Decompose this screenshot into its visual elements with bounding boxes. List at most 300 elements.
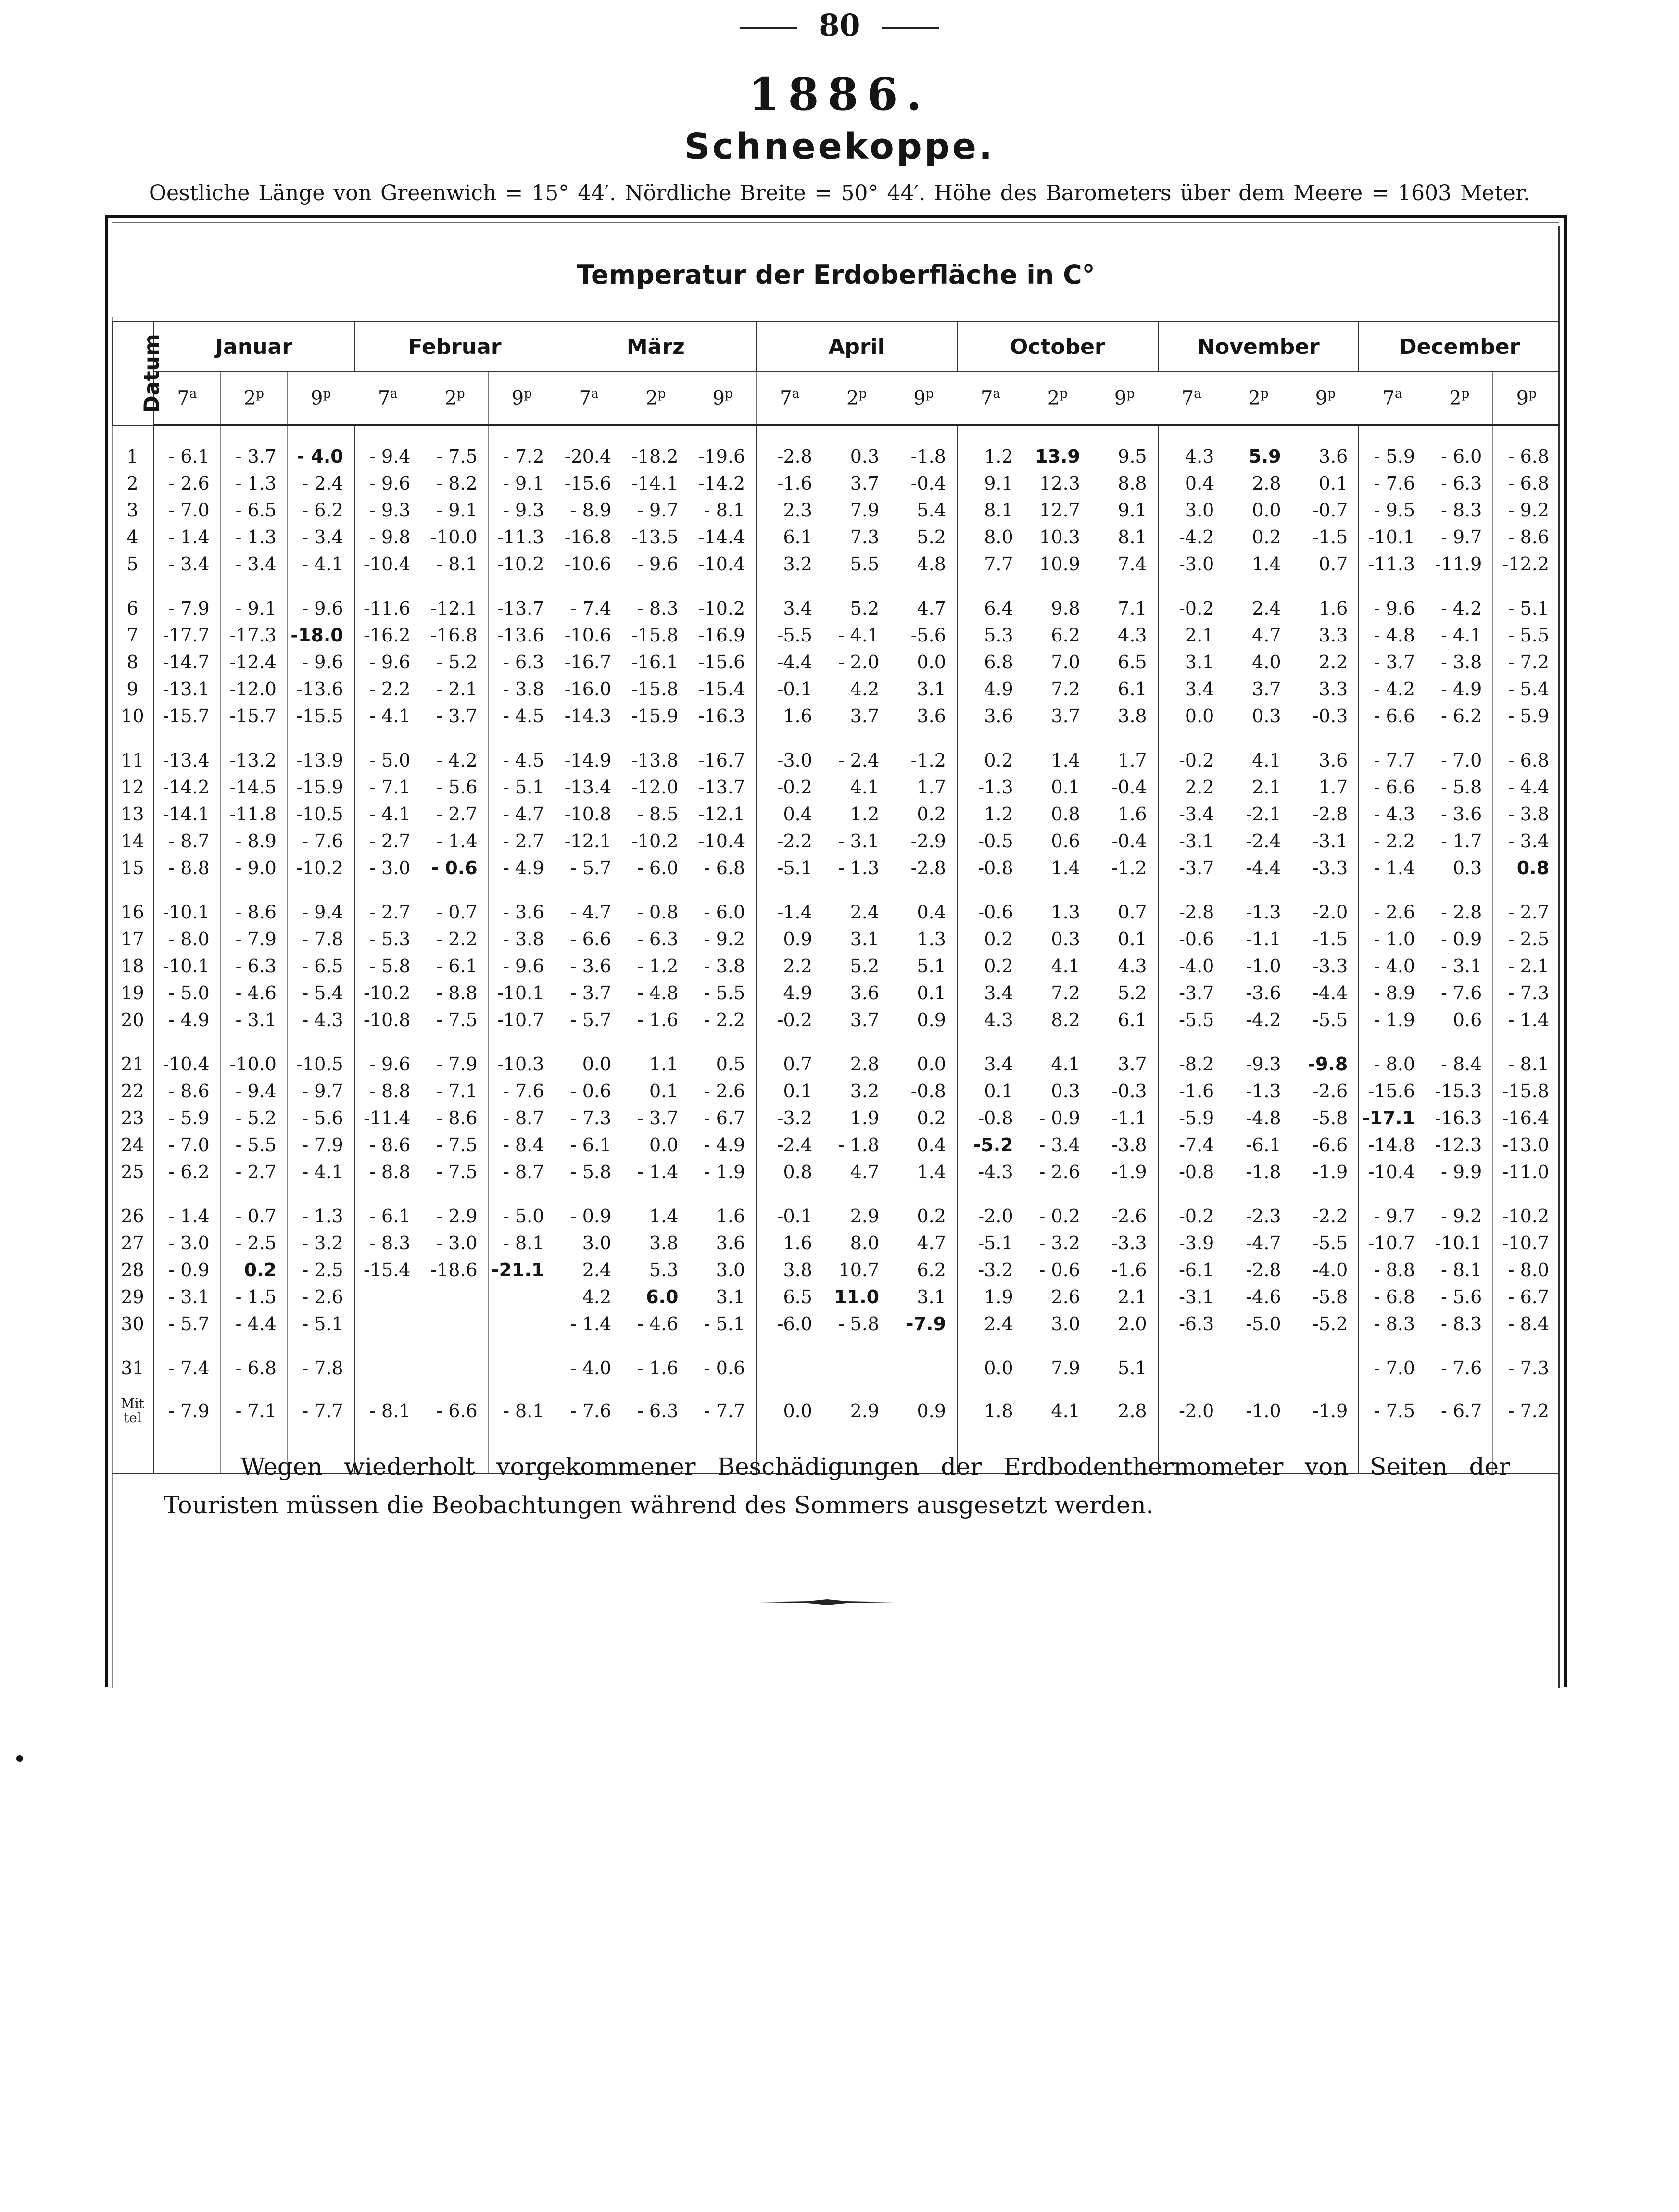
temperature-cell: -10.2	[488, 551, 555, 578]
temperature-cell: - 2.1	[1493, 953, 1560, 980]
term-suffix: p	[323, 387, 331, 402]
temperature-cell: -11.8	[220, 801, 287, 828]
temperature-cell: - 5.0	[488, 1185, 555, 1230]
table-row	[112, 1006, 1560, 1033]
term-suffix: p	[1060, 387, 1068, 402]
temperature-cell: - 6.5	[220, 497, 287, 524]
term-hour: 2	[846, 387, 859, 410]
temperature-cell: - 3.4	[153, 551, 220, 578]
mittel-cell: - 6.7	[1426, 1382, 1493, 1440]
mittel-cell: - 7.7	[287, 1382, 354, 1440]
month-header-december: December	[1359, 322, 1560, 372]
temperature-cell: - 5.8	[823, 1310, 890, 1337]
temperature-cell: -4.0	[1158, 953, 1225, 980]
temperature-cell: -16.1	[622, 649, 689, 676]
temperature-cell: - 7.5	[421, 1131, 488, 1158]
term-header-februar-0	[354, 372, 421, 425]
temperature-cell: -0.2	[756, 774, 823, 801]
temperature-cell: 3.2	[756, 551, 823, 578]
temperature-cell: 0.2	[220, 1257, 287, 1283]
temperature-cell: -13.8	[622, 729, 689, 774]
temperature-cell: - 2.2	[354, 676, 421, 703]
temperature-cell: 4.3	[957, 1006, 1024, 1033]
term-hour: 7	[1181, 387, 1194, 410]
temperature-cell: - 9.3	[488, 497, 555, 524]
temperature-cell: - 7.6	[1426, 1337, 1493, 1382]
temperature-cell: 0.5	[689, 1033, 756, 1078]
temperature-cell: - 1.4	[421, 828, 488, 855]
temperature-cell: 2.4	[823, 881, 890, 926]
temperature-cell: - 0.6	[421, 855, 488, 881]
temperature-cell: - 5.0	[153, 980, 220, 1006]
temperature-cell: -6.3	[1158, 1310, 1225, 1337]
temperature-cell: - 1.4	[1359, 855, 1426, 881]
temperature-cell: - 9.7	[287, 1078, 354, 1105]
temperature-cell: - 4.5	[488, 729, 555, 774]
temperature-cell: -1.3	[1225, 1078, 1292, 1105]
temperature-cell: -12.1	[421, 578, 488, 622]
temperature-cell: - 7.4	[153, 1337, 220, 1382]
temperature-cell: 0.4	[1158, 470, 1225, 497]
temperature-cell: - 1.3	[220, 524, 287, 551]
temperature-cell: - 6.6	[1359, 774, 1426, 801]
day-number: 18	[112, 953, 153, 980]
table-row	[112, 881, 1560, 926]
temperature-cell: -5.0	[1225, 1310, 1292, 1337]
mittel-cell: - 6.3	[622, 1382, 689, 1440]
temperature-cell: 8.8	[1091, 470, 1158, 497]
temperature-cell: 3.3	[1292, 622, 1359, 649]
temperature-cell: -5.5	[1158, 1006, 1225, 1033]
temperature-cell: -3.2	[957, 1257, 1024, 1283]
temperature-cell	[421, 1337, 488, 1382]
temperature-cell: 4.2	[823, 676, 890, 703]
temperature-cell: 3.6	[1292, 425, 1359, 470]
temperature-cell: 5.2	[890, 524, 957, 551]
temperature-cell: 0.9	[890, 1006, 957, 1033]
temperature-cell: 7.2	[1024, 980, 1091, 1006]
temperature-cell: - 4.6	[622, 1310, 689, 1337]
temperature-cell: 6.0	[622, 1283, 689, 1310]
temperature-cell: -15.6	[555, 470, 622, 497]
temperature-cell: -16.3	[689, 703, 756, 729]
temperature-cell: - 9.2	[1426, 1185, 1493, 1230]
temperature-cell: - 9.9	[1426, 1158, 1493, 1185]
temperature-cell: -5.2	[1292, 1310, 1359, 1337]
temperature-cell: - 9.4	[220, 1078, 287, 1105]
term-hour: 2	[243, 387, 256, 410]
temperature-cell: -11.3	[488, 524, 555, 551]
temperature-cell: - 7.8	[287, 926, 354, 953]
temperature-cell: 7.9	[1024, 1337, 1091, 1382]
month-header-april: April	[756, 322, 957, 372]
temperature-cell: 5.2	[1091, 980, 1158, 1006]
temperature-cell: - 6.8	[1493, 470, 1560, 497]
temperature-cell: - 5.5	[689, 980, 756, 1006]
temperature-cell: -10.4	[1359, 1158, 1426, 1185]
temperature-cell: 7.1	[1091, 578, 1158, 622]
temperature-cell: 12.7	[1024, 497, 1091, 524]
term-header-januar-1	[220, 372, 287, 425]
temperature-cell: -10.8	[354, 1006, 421, 1033]
table-row	[112, 953, 1560, 980]
temperature-cell: -0.2	[1158, 729, 1225, 774]
temperature-cell: - 9.8	[354, 524, 421, 551]
temperature-cell: - 6.8	[1493, 729, 1560, 774]
temperature-cell: 2.9	[823, 1185, 890, 1230]
temperature-cell: 3.6	[823, 980, 890, 1006]
temperature-cell: -8.2	[1158, 1033, 1225, 1078]
temperature-cell: -2.3	[1225, 1185, 1292, 1230]
temperature-cell: - 8.8	[1359, 1257, 1426, 1283]
temperature-cell: -0.7	[1292, 497, 1359, 524]
temperature-cell: -3.6	[1225, 980, 1292, 1006]
temperature-cell: -5.1	[957, 1230, 1024, 1257]
temperature-cell: - 4.9	[689, 1131, 756, 1158]
temperature-cell: 1.4	[622, 1185, 689, 1230]
temperature-cell: 9.5	[1091, 425, 1158, 470]
temperature-cell: - 6.2	[1426, 703, 1493, 729]
temperature-cell: - 9.0	[220, 855, 287, 881]
temperature-cell: - 4.1	[287, 1158, 354, 1185]
term-suffix: a	[1394, 387, 1402, 402]
temperature-cell: 3.0	[1158, 497, 1225, 524]
temperature-cell: -14.1	[622, 470, 689, 497]
temperature-cell: -3.2	[756, 1105, 823, 1131]
temperature-cell: - 5.8	[1426, 774, 1493, 801]
temperature-cell: - 9.6	[287, 649, 354, 676]
term-hour: 9	[712, 387, 725, 410]
temperature-cell: - 2.0	[823, 649, 890, 676]
temperature-cell: -14.4	[689, 524, 756, 551]
temperature-cell: -14.5	[220, 774, 287, 801]
temperature-cell: -10.4	[689, 828, 756, 855]
temperature-cell: - 8.3	[354, 1230, 421, 1257]
temperature-cell: -0.5	[957, 828, 1024, 855]
temperature-cell: -14.3	[555, 703, 622, 729]
temperature-cell: -1.4	[756, 881, 823, 926]
temperature-cell: 2.2	[1158, 774, 1225, 801]
temperature-cell: - 9.7	[1359, 1185, 1426, 1230]
temperature-cell: -3.9	[1158, 1230, 1225, 1257]
table-row	[112, 676, 1560, 703]
temperature-cell: -14.7	[153, 649, 220, 676]
temperature-cell: - 8.8	[153, 855, 220, 881]
temperature-cell: -9.3	[1225, 1033, 1292, 1078]
day-number: 25	[112, 1158, 153, 1185]
table-row	[112, 1283, 1560, 1310]
temperature-cell: - 7.7	[1359, 729, 1426, 774]
temperature-cell: 1.7	[1091, 729, 1158, 774]
temperature-cell: -10.2	[689, 578, 756, 622]
temperature-cell: - 1.7	[1426, 828, 1493, 855]
temperature-cell: 6.2	[890, 1257, 957, 1283]
temperature-cell: 12.3	[1024, 470, 1091, 497]
term-header-marz-1	[622, 372, 689, 425]
temperature-cell: 0.1	[756, 1078, 823, 1105]
temperature-cell: 7.9	[823, 497, 890, 524]
mittel-label-part: Mit	[121, 1395, 144, 1411]
temperature-cell: 0.0	[890, 649, 957, 676]
temperature-cell: -2.0	[957, 1185, 1024, 1230]
mittel-label	[112, 1382, 153, 1440]
temperature-cell: -12.0	[622, 774, 689, 801]
temperature-cell: - 0.9	[555, 1185, 622, 1230]
remark-paragraph: Wegen wiederholt vorgekommener Beschädigungen der Erdbodenthermometer von Seiten der Touristen müssen die Beobachtungen während des Sommers ausgesetzt werden.	[164, 1453, 1510, 1519]
temperature-cell: - 6.3	[220, 953, 287, 980]
temperature-cell	[890, 1337, 957, 1382]
temperature-cell: -17.1	[1359, 1105, 1426, 1131]
margin-dot	[16, 1755, 23, 1762]
temperature-cell: - 3.8	[488, 926, 555, 953]
temperature-cell: -2.1	[1225, 801, 1292, 828]
temperature-cell: -1.6	[1158, 1078, 1225, 1105]
temperature-cell: 3.7	[1024, 703, 1091, 729]
table-row	[112, 1105, 1560, 1131]
temperature-cell: -10.0	[421, 524, 488, 551]
temperature-cell: - 6.7	[1493, 1283, 1560, 1310]
day-number: 14	[112, 828, 153, 855]
temperature-cell: - 5.5	[220, 1131, 287, 1158]
table-row	[112, 926, 1560, 953]
temperature-cell: 4.8	[890, 551, 957, 578]
mittel-cell: - 8.1	[488, 1382, 555, 1440]
temperature-cell: - 3.7	[1359, 649, 1426, 676]
term-hour: 7	[579, 387, 591, 410]
day-number: 15	[112, 855, 153, 881]
temperature-cell: - 0.7	[220, 1185, 287, 1230]
temperature-cell: 3.6	[1292, 729, 1359, 774]
temperature-cell: -5.5	[1292, 1230, 1359, 1257]
temperature-cell: 1.4	[1024, 729, 1091, 774]
temperature-cell: 1.4	[890, 1158, 957, 1185]
temperature-cell: -11.3	[1359, 551, 1426, 578]
month-header-october: October	[957, 322, 1158, 372]
mittel-cell: - 7.6	[555, 1382, 622, 1440]
temperature-cell: -16.7	[689, 729, 756, 774]
temperature-cell: 0.0	[1225, 497, 1292, 524]
term-header-october-1	[1024, 372, 1091, 425]
temperature-cell: 2.4	[957, 1310, 1024, 1337]
temperature-cell: -5.2	[957, 1131, 1024, 1158]
temperature-cell: -3.1	[1158, 828, 1225, 855]
temperature-cell: - 4.8	[1359, 622, 1426, 649]
page-number	[0, 8, 1679, 43]
temperature-cell: 4.1	[1024, 1033, 1091, 1078]
temperature-cell: 0.3	[1024, 926, 1091, 953]
temperature-cell: - 5.5	[1493, 622, 1560, 649]
temperature-cell: - 5.1	[689, 1310, 756, 1337]
temperature-cell: -11.9	[1426, 551, 1493, 578]
temperature-cell: - 7.0	[153, 497, 220, 524]
temperature-cell: 8.1	[1091, 524, 1158, 551]
temperature-cell: - 7.6	[488, 1078, 555, 1105]
day-number: 26	[112, 1185, 153, 1230]
temperature-cell: 1.4	[1024, 855, 1091, 881]
temperature-cell: -1.8	[890, 425, 957, 470]
temperature-cell: 1.6	[756, 1230, 823, 1257]
day-number: 11	[112, 729, 153, 774]
temperature-cell: - 1.6	[622, 1006, 689, 1033]
temperature-cell: -0.4	[1091, 828, 1158, 855]
table-row	[112, 1078, 1560, 1105]
temperature-cell: - 8.1	[689, 497, 756, 524]
temperature-cell: 3.4	[756, 578, 823, 622]
temperature-table-body	[112, 425, 1560, 1474]
temperature-cell: 3.2	[823, 1078, 890, 1105]
temperature-cell: - 2.7	[220, 1158, 287, 1185]
temperature-cell: 4.7	[890, 578, 957, 622]
temperature-cell: - 4.5	[488, 703, 555, 729]
temperature-cell: - 0.9	[153, 1257, 220, 1283]
temperature-cell: 5.2	[823, 578, 890, 622]
temperature-cell: 0.3	[823, 425, 890, 470]
temperature-cell: - 3.2	[287, 1230, 354, 1257]
temperature-cell: - 7.9	[153, 578, 220, 622]
temperature-cell: 5.1	[1091, 1337, 1158, 1382]
temperature-cell: -0.1	[756, 1185, 823, 1230]
temperature-cell: - 1.2	[622, 953, 689, 980]
temperature-cell: - 9.6	[1359, 578, 1426, 622]
term-hour: 2	[1047, 387, 1060, 410]
temperature-cell: - 3.8	[1493, 801, 1560, 828]
term-header-december-1	[1426, 372, 1493, 425]
temperature-cell: 0.1	[890, 980, 957, 1006]
day-number: 3	[112, 497, 153, 524]
temperature-cell: 0.7	[1091, 881, 1158, 926]
temperature-cell: -18.6	[421, 1257, 488, 1283]
temperature-cell: -15.6	[1359, 1078, 1426, 1105]
temperature-cell: - 3.4	[1493, 828, 1560, 855]
temperature-cell	[421, 1283, 488, 1310]
temperature-cell: 6.2	[1024, 622, 1091, 649]
temperature-cell: 4.3	[1158, 425, 1225, 470]
table-row	[112, 980, 1560, 1006]
temperature-cell: -1.1	[1091, 1105, 1158, 1131]
temperature-cell: - 7.0	[1359, 1337, 1426, 1382]
temperature-cell: -9.8	[1292, 1033, 1359, 1078]
temperature-cell: - 9.4	[354, 425, 421, 470]
mittel-cell: -1.0	[1225, 1382, 1292, 1440]
term-suffix: a	[591, 387, 599, 402]
temperature-cell: 0.9	[756, 926, 823, 953]
temperature-cell: 3.0	[1024, 1310, 1091, 1337]
datum-header	[112, 322, 164, 425]
temperature-cell: 2.1	[1158, 622, 1225, 649]
temperature-cell: -13.7	[488, 578, 555, 622]
temperature-cell: - 7.6	[1359, 470, 1426, 497]
temperature-cell: 0.0	[1158, 703, 1225, 729]
temperature-cell: - 1.5	[220, 1283, 287, 1310]
temperature-cell: - 9.6	[354, 470, 421, 497]
temperature-cell: - 7.9	[220, 926, 287, 953]
temperature-cell: 5.2	[823, 953, 890, 980]
temperature-cell: 2.4	[1225, 578, 1292, 622]
temperature-table	[112, 321, 1560, 1474]
temperature-cell: -10.6	[555, 551, 622, 578]
month-header-november: November	[1158, 322, 1359, 372]
temperature-cell: 3.6	[689, 1230, 756, 1257]
term-hour: 9	[1315, 387, 1328, 410]
temperature-cell: -15.7	[220, 703, 287, 729]
temperature-cell: 3.8	[756, 1257, 823, 1283]
temperature-cell: -12.1	[689, 801, 756, 828]
temperature-cell: -4.6	[1225, 1283, 1292, 1310]
day-number: 28	[112, 1257, 153, 1283]
temperature-cell: - 0.6	[1024, 1257, 1091, 1283]
temperature-cell: - 8.3	[622, 578, 689, 622]
temperature-cell: 0.1	[1024, 774, 1091, 801]
mittel-label-part: tel	[124, 1410, 141, 1426]
temperature-cell: -10.2	[622, 828, 689, 855]
term-hour: 7	[177, 387, 189, 410]
temperature-cell: - 2.9	[421, 1185, 488, 1230]
temperature-cell: - 1.3	[823, 855, 890, 881]
temperature-cell: - 0.9	[1426, 926, 1493, 953]
temperature-cell: - 6.8	[1493, 425, 1560, 470]
temperature-cell: -0.8	[957, 1105, 1024, 1131]
mittel-row	[112, 1382, 1560, 1440]
temperature-cell: -2.8	[1225, 1257, 1292, 1283]
temperature-cell: 1.9	[823, 1105, 890, 1131]
table-row	[112, 497, 1560, 524]
temperature-cell: -10.7	[1493, 1230, 1560, 1257]
term-header-november-0	[1158, 372, 1225, 425]
temperature-cell: 2.1	[1091, 1283, 1158, 1310]
temperature-cell: - 5.9	[1493, 703, 1560, 729]
term-hour: 9	[1516, 387, 1529, 410]
temperature-cell: 1.3	[1024, 881, 1091, 926]
temperature-cell: -3.4	[1158, 801, 1225, 828]
temperature-cell: - 5.0	[354, 729, 421, 774]
temperature-cell: - 2.6	[689, 1078, 756, 1105]
temperature-cell: - 7.2	[488, 425, 555, 470]
temperature-cell: 4.2	[555, 1283, 622, 1310]
temperature-cell: - 4.0	[287, 425, 354, 470]
temperature-cell: - 8.1	[488, 1230, 555, 1257]
temperature-cell: 3.8	[1091, 703, 1158, 729]
temperature-cell: -14.2	[689, 470, 756, 497]
padding-cell	[112, 1440, 153, 1474]
temperature-cell: - 9.6	[488, 953, 555, 980]
temperature-cell: - 3.4	[287, 524, 354, 551]
temperature-cell: - 6.3	[1426, 470, 1493, 497]
temperature-cell: - 8.8	[354, 1078, 421, 1105]
temperature-cell: - 9.6	[354, 1033, 421, 1078]
temperature-cell: 0.8	[1024, 801, 1091, 828]
term-suffix: p	[657, 387, 666, 402]
term-header-marz-2	[689, 372, 756, 425]
term-header-februar-2	[488, 372, 555, 425]
day-number: 10	[112, 703, 153, 729]
temperature-cell: -17.3	[220, 622, 287, 649]
temperature-cell: -11.0	[1493, 1158, 1560, 1185]
temperature-cell: 4.0	[1225, 649, 1292, 676]
temperature-cell: - 9.7	[1426, 524, 1493, 551]
temperature-cell: -10.1	[153, 881, 220, 926]
temperature-cell: 0.1	[1292, 470, 1359, 497]
temperature-cell: -12.2	[1493, 551, 1560, 578]
mittel-cell: 0.9	[890, 1382, 957, 1440]
mittel-cell: - 7.2	[1493, 1382, 1560, 1440]
temperature-cell: - 8.3	[1426, 497, 1493, 524]
temperature-cell: -1.9	[1091, 1158, 1158, 1185]
temperature-cell: -5.8	[1292, 1283, 1359, 1310]
temperature-cell: 4.9	[957, 676, 1024, 703]
temperature-cell: - 2.2	[1359, 828, 1426, 855]
term-header-april-1	[823, 372, 890, 425]
temperature-cell: - 2.8	[1426, 881, 1493, 926]
